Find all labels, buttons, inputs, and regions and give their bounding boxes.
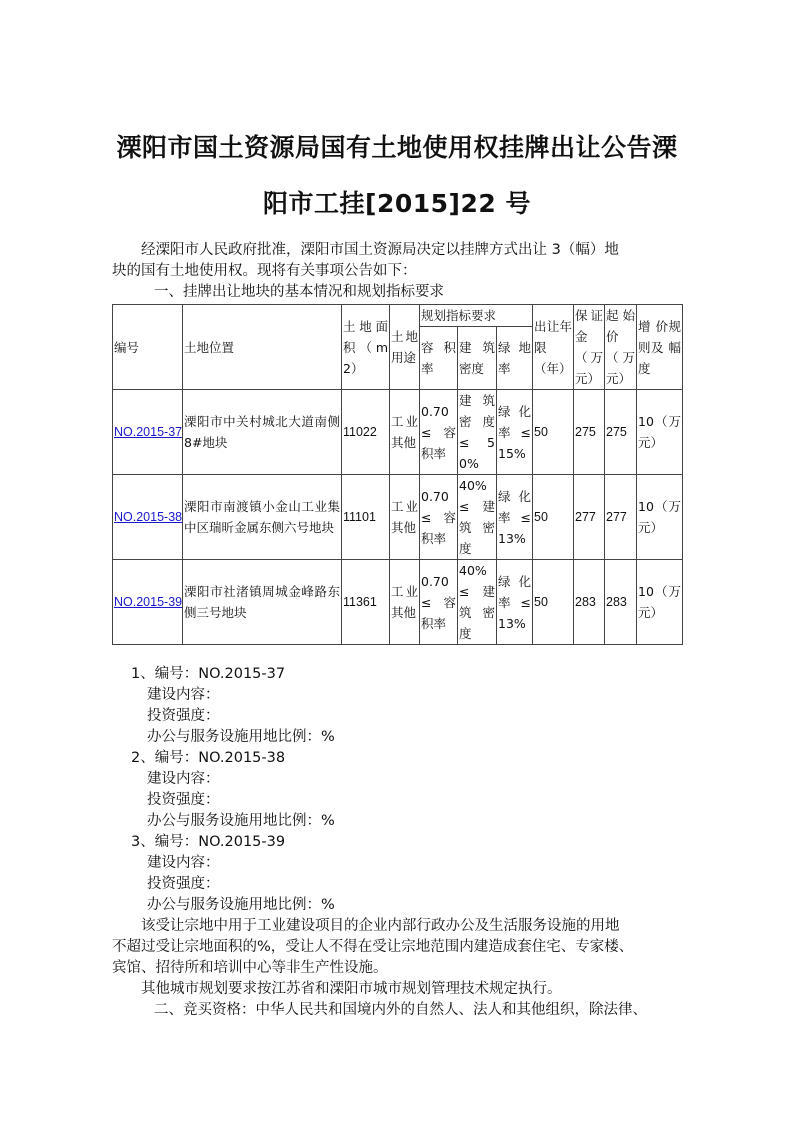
cell-location: 溧阳市南渡镇小金山工业集中区瑞昕金属东侧六号地块 xyxy=(183,475,342,560)
item-header: 2、编号：NO.2015-38 xyxy=(131,750,286,766)
cell-area: 11101 xyxy=(342,475,390,560)
cell-deposit: 283 xyxy=(574,560,605,645)
intro-line1: 经溧阳市人民政府批准，溧阳市国土资源局决定以挂牌方式出让 3（幅）地 xyxy=(141,242,619,258)
parcel-link[interactable]: NO.2015-39 xyxy=(114,595,183,609)
closing-p1-line1: 该受让宗地中用于工业建设项目的企业内部行政办公及生活服务设施的用地 xyxy=(141,918,620,934)
header-start-price: 起始价（万元） xyxy=(605,305,637,390)
item-content: 建设内容： xyxy=(147,771,220,787)
cell-term: 50 xyxy=(533,475,574,560)
header-area: 土地面积（m2） xyxy=(342,305,390,390)
cell-area: 11361 xyxy=(342,560,390,645)
closing-section xyxy=(112,916,692,1021)
item-ratio: 办公与服务设施用地比例：% xyxy=(147,813,335,829)
cell-density: 建 筑密 度≤ 50% xyxy=(458,390,497,475)
header-density: 建 筑密度 xyxy=(458,327,497,390)
cell-location: 溧阳市中关村城北大道南侧 8#地块 xyxy=(183,390,342,475)
cell-green: 绿 化率 ≤ 15% xyxy=(497,390,533,475)
item-ratio: 办公与服务设施用地比例：% xyxy=(147,729,335,745)
cell-green: 绿 化率 ≤ 13% xyxy=(497,560,533,645)
cell-increment: 10（万元） xyxy=(637,475,683,560)
table-row xyxy=(113,560,683,645)
document-title-line2: 阳市工挂[2015]22 号 xyxy=(263,189,531,218)
closing-p1-line2: 不超过受让宗地面积的%，受让人不得在受让宗地范围内建造成套住宅、专家楼、 xyxy=(112,939,634,955)
header-planning-group: 规划指标要求 xyxy=(420,305,533,327)
header-location: 土地位置 xyxy=(183,305,342,390)
cell-use: 工业其他 xyxy=(390,560,420,645)
cell-start-price: 277 xyxy=(605,475,637,560)
closing-p2: 其他城市规划要求按江苏省和溧阳市城市规划管理技术规定执行。 xyxy=(141,981,562,997)
cell-increment: 10（万元） xyxy=(637,390,683,475)
header-green: 绿 地率 xyxy=(497,327,533,390)
item-content: 建设内容： xyxy=(147,687,220,703)
intro-line2: 块的国有土地使用权。现将有关事项公告如下： xyxy=(112,263,417,279)
parcel-link[interactable]: NO.2015-37 xyxy=(114,425,183,439)
cell-deposit: 277 xyxy=(574,475,605,560)
cell-far: 0.70 ≤ 容积率 xyxy=(420,560,458,645)
item-header: 3、编号：NO.2015-39 xyxy=(131,834,286,850)
header-increment: 增 价规则及 幅度 xyxy=(637,305,683,390)
item-ratio: 办公与服务设施用地比例：% xyxy=(147,897,335,913)
cell-start-price: 275 xyxy=(605,390,637,475)
parcel-details-list xyxy=(112,664,335,916)
cell-use: 工业其他 xyxy=(390,475,420,560)
cell-deposit: 275 xyxy=(574,390,605,475)
item-header: 1、编号：NO.2015-37 xyxy=(131,666,286,682)
cell-id[interactable] xyxy=(113,390,183,475)
header-deposit: 保证金（万元） xyxy=(574,305,605,390)
cell-id[interactable] xyxy=(113,475,183,560)
item-investment: 投资强度： xyxy=(147,792,220,808)
cell-id[interactable] xyxy=(113,560,183,645)
closing-p3: 二、竞买资格：中华人民共和国境内外的自然人、法人和其他组织，除法律、 xyxy=(154,1002,647,1018)
header-use: 土地用途 xyxy=(390,305,420,390)
parcel-link[interactable]: NO.2015-38 xyxy=(114,510,183,524)
header-term: 出让年限（年） xyxy=(533,305,574,390)
cell-green: 绿 化率 ≤ 13% xyxy=(497,475,533,560)
cell-term: 50 xyxy=(533,390,574,475)
cell-density: 40% ≤ 建筑 密度 xyxy=(458,560,497,645)
item-investment: 投资强度： xyxy=(147,876,220,892)
table-row xyxy=(113,390,683,475)
table-row xyxy=(113,475,683,560)
item-investment: 投资强度： xyxy=(147,708,220,724)
cell-far: 0.70 ≤ 容积率 xyxy=(420,390,458,475)
land-parcel-table xyxy=(112,304,683,645)
closing-p1-line3: 宾馆、招待所和培训中心等非生产性设施。 xyxy=(112,960,388,976)
cell-far: 0.70 ≤ 容积率 xyxy=(420,475,458,560)
cell-area: 11022 xyxy=(342,390,390,475)
header-id: 编号 xyxy=(113,305,183,390)
intro-paragraph xyxy=(112,240,682,303)
item-content: 建设内容： xyxy=(147,855,220,871)
cell-location: 溧阳市社渚镇周城金峰路东侧三号地块 xyxy=(183,560,342,645)
section1-heading: 一、挂牌出让地块的基本情况和规划指标要求 xyxy=(154,284,444,300)
cell-increment: 10（万元） xyxy=(637,560,683,645)
document-title-line1: 溧阳市国土资源局国有土地使用权挂牌出让公告溧 xyxy=(116,133,678,162)
cell-term: 50 xyxy=(533,560,574,645)
cell-start-price: 283 xyxy=(605,560,637,645)
header-far: 容 积率 xyxy=(420,327,458,390)
table-header-row xyxy=(113,305,683,327)
cell-density: 40% ≤ 建筑 密度 xyxy=(458,475,497,560)
cell-use: 工业其他 xyxy=(390,390,420,475)
